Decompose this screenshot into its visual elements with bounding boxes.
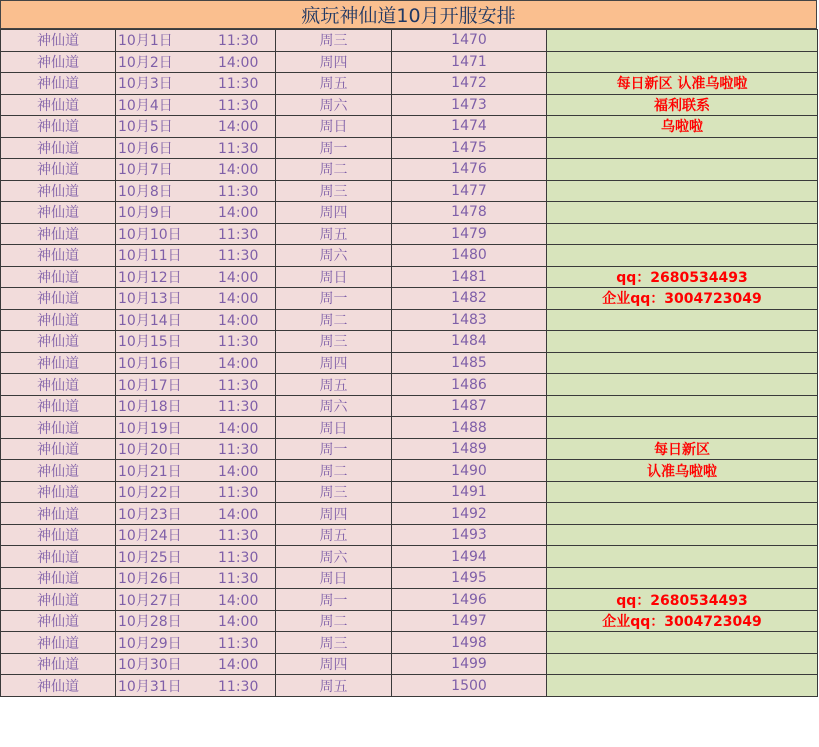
- time-text: 11:30: [218, 528, 259, 545]
- note-cell[interactable]: [547, 524, 818, 546]
- date-time-cell[interactable]: [116, 546, 276, 568]
- date-time-cell[interactable]: [116, 438, 276, 460]
- date-time-cell[interactable]: [116, 94, 276, 116]
- table-row: [1, 610, 818, 632]
- time-text: 11:30: [218, 334, 259, 351]
- server-number-cell[interactable]: 1476: [392, 159, 547, 181]
- note-cell[interactable]: 企业qq：3004723049: [547, 610, 818, 632]
- time-text: 14:00: [218, 269, 259, 286]
- note-cell[interactable]: 每日新区: [547, 438, 818, 460]
- server-number-cell[interactable]: 1489: [392, 438, 547, 460]
- date-time-cell[interactable]: [116, 567, 276, 589]
- table-row: [1, 137, 818, 159]
- weekday-cell[interactable]: 周二: [276, 309, 392, 331]
- note-cell[interactable]: [547, 503, 818, 525]
- table-row: [1, 94, 818, 116]
- note-cell[interactable]: [547, 417, 818, 439]
- date-text: 10月13日: [118, 291, 182, 308]
- table-row: [1, 460, 818, 482]
- server-number-cell[interactable]: 1482: [392, 288, 547, 310]
- note-cell[interactable]: [547, 632, 818, 654]
- weekday-cell[interactable]: 周三: [276, 180, 392, 202]
- weekday-cell[interactable]: 周五: [276, 675, 392, 697]
- note-cell[interactable]: [547, 653, 818, 675]
- table-row: [1, 266, 818, 288]
- game-name-cell[interactable]: 神仙道: [1, 180, 116, 202]
- server-number-cell[interactable]: 1499: [392, 653, 547, 675]
- date-time-cell[interactable]: [116, 288, 276, 310]
- date-text: 10月30日: [118, 657, 182, 674]
- game-name-cell[interactable]: 神仙道: [1, 223, 116, 245]
- game-name-cell[interactable]: 神仙道: [1, 159, 116, 181]
- date-text: 10月7日: [118, 162, 173, 179]
- server-number-cell[interactable]: 1471: [392, 51, 547, 73]
- date-time-cell[interactable]: [116, 632, 276, 654]
- time-text: 14:00: [218, 657, 259, 674]
- date-text: 10月16日: [118, 355, 182, 372]
- date-time-cell[interactable]: [116, 589, 276, 611]
- date-text: 10月17日: [118, 377, 182, 394]
- table-row: [1, 546, 818, 568]
- game-name-cell[interactable]: 神仙道: [1, 202, 116, 224]
- table-row: [1, 51, 818, 73]
- date-text: 10月22日: [118, 485, 182, 502]
- time-text: 11:30: [218, 635, 259, 652]
- server-number-cell[interactable]: 1495: [392, 567, 547, 589]
- note-cell[interactable]: [547, 546, 818, 568]
- date-text: 10月21日: [118, 463, 182, 480]
- note-cell[interactable]: [547, 352, 818, 374]
- server-number-cell[interactable]: 1483: [392, 309, 547, 331]
- date-text: 10月4日: [118, 97, 173, 114]
- date-text: 10月8日: [118, 183, 173, 200]
- note-cell[interactable]: qq：2680534493: [547, 589, 818, 611]
- weekday-cell[interactable]: 周五: [276, 374, 392, 396]
- server-number-cell[interactable]: 1473: [392, 94, 547, 116]
- date-text: 10月26日: [118, 571, 182, 588]
- note-cell[interactable]: 每日新区 认准乌啦啦: [547, 73, 818, 95]
- date-text: 10月25日: [118, 549, 182, 566]
- time-text: 11:30: [218, 442, 259, 459]
- weekday-cell[interactable]: 周四: [276, 202, 392, 224]
- time-text: 14:00: [218, 463, 259, 480]
- date-text: 10月12日: [118, 269, 182, 286]
- date-text: 10月9日: [118, 205, 173, 222]
- time-text: 11:30: [218, 377, 259, 394]
- server-number-cell[interactable]: 1500: [392, 675, 547, 697]
- server-number-cell[interactable]: 1493: [392, 524, 547, 546]
- table-row: [1, 352, 818, 374]
- time-text: 11:30: [218, 678, 259, 695]
- date-time-cell[interactable]: [116, 395, 276, 417]
- server-number-cell[interactable]: 1492: [392, 503, 547, 525]
- note-cell[interactable]: [547, 481, 818, 503]
- date-time-cell[interactable]: [116, 51, 276, 73]
- game-name-cell[interactable]: 神仙道: [1, 395, 116, 417]
- table-row: [1, 245, 818, 267]
- table-row: [1, 567, 818, 589]
- time-text: 14:00: [218, 506, 259, 523]
- time-text: 11:30: [218, 76, 259, 93]
- game-name-cell[interactable]: 神仙道: [1, 460, 116, 482]
- note-cell[interactable]: [547, 159, 818, 181]
- server-number-cell[interactable]: 1475: [392, 137, 547, 159]
- table-row: [1, 417, 818, 439]
- server-number-cell[interactable]: 1470: [392, 30, 547, 52]
- date-text: 10月23日: [118, 506, 182, 523]
- weekday-cell[interactable]: 周六: [276, 546, 392, 568]
- server-number-cell[interactable]: 1480: [392, 245, 547, 267]
- time-text: 11:30: [218, 571, 259, 588]
- weekday-cell[interactable]: 周三: [276, 30, 392, 52]
- game-name-cell[interactable]: 神仙道: [1, 632, 116, 654]
- table-row: [1, 30, 818, 52]
- date-time-cell[interactable]: [116, 202, 276, 224]
- server-number-cell[interactable]: 1488: [392, 417, 547, 439]
- game-name-cell[interactable]: 神仙道: [1, 438, 116, 460]
- server-number-cell[interactable]: 1487: [392, 395, 547, 417]
- game-name-cell[interactable]: 神仙道: [1, 524, 116, 546]
- note-cell[interactable]: 企业qq：3004723049: [547, 288, 818, 310]
- date-time-cell[interactable]: [116, 137, 276, 159]
- date-text: 10月15日: [118, 334, 182, 351]
- game-name-cell[interactable]: 神仙道: [1, 245, 116, 267]
- time-text: 11:30: [218, 183, 259, 200]
- note-cell[interactable]: [547, 51, 818, 73]
- game-name-cell[interactable]: 神仙道: [1, 94, 116, 116]
- date-time-cell[interactable]: [116, 417, 276, 439]
- date-time-cell[interactable]: [116, 653, 276, 675]
- date-time-cell[interactable]: [116, 73, 276, 95]
- time-text: 11:30: [218, 248, 259, 265]
- date-time-cell[interactable]: [116, 309, 276, 331]
- game-name-cell[interactable]: 神仙道: [1, 675, 116, 697]
- weekday-cell[interactable]: 周一: [276, 137, 392, 159]
- table-row: [1, 73, 818, 95]
- date-time-cell[interactable]: [116, 481, 276, 503]
- schedule-table: [0, 29, 818, 697]
- date-time-cell[interactable]: [116, 352, 276, 374]
- weekday-cell[interactable]: 周三: [276, 331, 392, 353]
- game-name-cell[interactable]: 神仙道: [1, 137, 116, 159]
- time-text: 14:00: [218, 614, 259, 631]
- game-name-cell[interactable]: 神仙道: [1, 567, 116, 589]
- date-time-cell[interactable]: [116, 503, 276, 525]
- game-name-cell[interactable]: 神仙道: [1, 374, 116, 396]
- note-cell[interactable]: [547, 331, 818, 353]
- server-number-cell[interactable]: 1497: [392, 610, 547, 632]
- weekday-cell[interactable]: 周五: [276, 223, 392, 245]
- time-text: 14:00: [218, 119, 259, 136]
- time-text: 14:00: [218, 291, 259, 308]
- server-number-cell[interactable]: 1481: [392, 266, 547, 288]
- game-name-cell[interactable]: 神仙道: [1, 116, 116, 138]
- server-number-cell[interactable]: 1496: [392, 589, 547, 611]
- date-time-cell[interactable]: [116, 30, 276, 52]
- date-text: 10月31日: [118, 678, 182, 695]
- game-name-cell[interactable]: 神仙道: [1, 589, 116, 611]
- table-row: [1, 524, 818, 546]
- weekday-cell[interactable]: 周三: [276, 632, 392, 654]
- time-text: 14:00: [218, 54, 259, 71]
- weekday-cell[interactable]: 周二: [276, 460, 392, 482]
- note-cell[interactable]: 乌啦啦: [547, 116, 818, 138]
- note-cell[interactable]: [547, 675, 818, 697]
- table-row: [1, 159, 818, 181]
- time-text: 11:30: [218, 33, 259, 50]
- game-name-cell[interactable]: 神仙道: [1, 288, 116, 310]
- server-number-cell[interactable]: 1485: [392, 352, 547, 374]
- sheet-title[interactable]: 疯玩神仙道10月开服安排: [0, 0, 817, 29]
- game-name-cell[interactable]: 神仙道: [1, 266, 116, 288]
- time-text: 11:30: [218, 485, 259, 502]
- date-text: 10月27日: [118, 592, 182, 609]
- server-number-cell[interactable]: 1474: [392, 116, 547, 138]
- game-name-cell[interactable]: 神仙道: [1, 73, 116, 95]
- time-text: 14:00: [218, 205, 259, 222]
- time-text: 11:30: [218, 140, 259, 157]
- table-row: [1, 589, 818, 611]
- note-cell[interactable]: [547, 137, 818, 159]
- game-name-cell[interactable]: 神仙道: [1, 417, 116, 439]
- table-row: [1, 481, 818, 503]
- note-cell[interactable]: [547, 374, 818, 396]
- game-name-cell[interactable]: 神仙道: [1, 503, 116, 525]
- date-time-cell[interactable]: [116, 460, 276, 482]
- weekday-cell[interactable]: 周一: [276, 438, 392, 460]
- note-cell[interactable]: [547, 202, 818, 224]
- date-text: 10月2日: [118, 54, 173, 71]
- date-text: 10月5日: [118, 119, 173, 136]
- server-number-cell[interactable]: 1472: [392, 73, 547, 95]
- date-time-cell[interactable]: [116, 116, 276, 138]
- note-cell[interactable]: [547, 309, 818, 331]
- weekday-cell[interactable]: 周六: [276, 94, 392, 116]
- note-cell[interactable]: qq：2680534493: [547, 266, 818, 288]
- table-row: [1, 503, 818, 525]
- server-number-cell[interactable]: 1494: [392, 546, 547, 568]
- time-text: 11:30: [218, 226, 259, 243]
- note-cell[interactable]: 认准乌啦啦: [547, 460, 818, 482]
- date-time-cell[interactable]: [116, 610, 276, 632]
- server-number-cell[interactable]: 1486: [392, 374, 547, 396]
- date-time-cell[interactable]: [116, 675, 276, 697]
- table-row: [1, 395, 818, 417]
- weekday-cell[interactable]: 周二: [276, 610, 392, 632]
- table-row: [1, 180, 818, 202]
- weekday-cell[interactable]: 周日: [276, 417, 392, 439]
- weekday-cell[interactable]: 周四: [276, 51, 392, 73]
- date-text: 10月18日: [118, 399, 182, 416]
- date-text: 10月20日: [118, 442, 182, 459]
- weekday-cell[interactable]: 周四: [276, 653, 392, 675]
- weekday-cell[interactable]: 周日: [276, 116, 392, 138]
- date-text: 10月3日: [118, 76, 173, 93]
- date-time-cell[interactable]: [116, 223, 276, 245]
- weekday-cell[interactable]: 周四: [276, 352, 392, 374]
- game-name-cell[interactable]: 神仙道: [1, 481, 116, 503]
- date-text: 10月6日: [118, 140, 173, 157]
- date-time-cell[interactable]: [116, 266, 276, 288]
- table-row: [1, 653, 818, 675]
- date-time-cell[interactable]: [116, 180, 276, 202]
- date-time-cell[interactable]: [116, 524, 276, 546]
- date-text: 10月28日: [118, 614, 182, 631]
- time-text: 11:30: [218, 549, 259, 566]
- note-cell[interactable]: [547, 223, 818, 245]
- note-cell[interactable]: [547, 245, 818, 267]
- game-name-cell[interactable]: 神仙道: [1, 331, 116, 353]
- time-text: 14:00: [218, 162, 259, 179]
- time-text: 14:00: [218, 312, 259, 329]
- weekday-cell[interactable]: 周六: [276, 245, 392, 267]
- table-row: [1, 309, 818, 331]
- date-text: 10月19日: [118, 420, 182, 437]
- schedule-table-body: [1, 30, 818, 697]
- weekday-cell[interactable]: 周日: [276, 567, 392, 589]
- weekday-cell[interactable]: 周五: [276, 524, 392, 546]
- note-cell[interactable]: 福利联系: [547, 94, 818, 116]
- date-text: 10月10日: [118, 226, 182, 243]
- game-name-cell[interactable]: 神仙道: [1, 30, 116, 52]
- server-number-cell[interactable]: 1490: [392, 460, 547, 482]
- time-text: 14:00: [218, 420, 259, 437]
- date-text: 10月11日: [118, 248, 182, 265]
- time-text: 11:30: [218, 97, 259, 114]
- weekday-cell[interactable]: 周六: [276, 395, 392, 417]
- table-row: [1, 374, 818, 396]
- weekday-cell[interactable]: 周三: [276, 481, 392, 503]
- date-text: 10月14日: [118, 312, 182, 329]
- date-text: 10月1日: [118, 33, 173, 50]
- server-number-cell[interactable]: 1477: [392, 180, 547, 202]
- date-time-cell[interactable]: [116, 245, 276, 267]
- game-name-cell[interactable]: 神仙道: [1, 51, 116, 73]
- date-text: 10月29日: [118, 635, 182, 652]
- table-row: [1, 202, 818, 224]
- date-text: 10月24日: [118, 528, 182, 545]
- table-row: [1, 438, 818, 460]
- time-text: 14:00: [218, 592, 259, 609]
- server-number-cell[interactable]: 1478: [392, 202, 547, 224]
- server-number-cell[interactable]: 1484: [392, 331, 547, 353]
- game-name-cell[interactable]: 神仙道: [1, 653, 116, 675]
- game-name-cell[interactable]: 神仙道: [1, 309, 116, 331]
- note-cell[interactable]: [547, 30, 818, 52]
- weekday-cell[interactable]: 周二: [276, 159, 392, 181]
- game-name-cell[interactable]: 神仙道: [1, 610, 116, 632]
- note-cell[interactable]: [547, 395, 818, 417]
- game-name-cell[interactable]: 神仙道: [1, 546, 116, 568]
- date-time-cell[interactable]: [116, 374, 276, 396]
- table-row: [1, 288, 818, 310]
- weekday-cell[interactable]: 周五: [276, 73, 392, 95]
- weekday-cell[interactable]: 周一: [276, 589, 392, 611]
- table-row: [1, 223, 818, 245]
- weekday-cell[interactable]: 周日: [276, 266, 392, 288]
- time-text: 11:30: [218, 399, 259, 416]
- date-time-cell[interactable]: [116, 331, 276, 353]
- weekday-cell[interactable]: 周一: [276, 288, 392, 310]
- note-cell[interactable]: [547, 180, 818, 202]
- server-number-cell[interactable]: 1479: [392, 223, 547, 245]
- table-row: [1, 675, 818, 697]
- game-name-cell[interactable]: 神仙道: [1, 352, 116, 374]
- time-text: 14:00: [218, 355, 259, 372]
- server-number-cell[interactable]: 1498: [392, 632, 547, 654]
- date-time-cell[interactable]: [116, 159, 276, 181]
- table-row: [1, 632, 818, 654]
- note-cell[interactable]: [547, 567, 818, 589]
- server-number-cell[interactable]: 1491: [392, 481, 547, 503]
- table-row: [1, 116, 818, 138]
- table-row: [1, 331, 818, 353]
- weekday-cell[interactable]: 周四: [276, 503, 392, 525]
